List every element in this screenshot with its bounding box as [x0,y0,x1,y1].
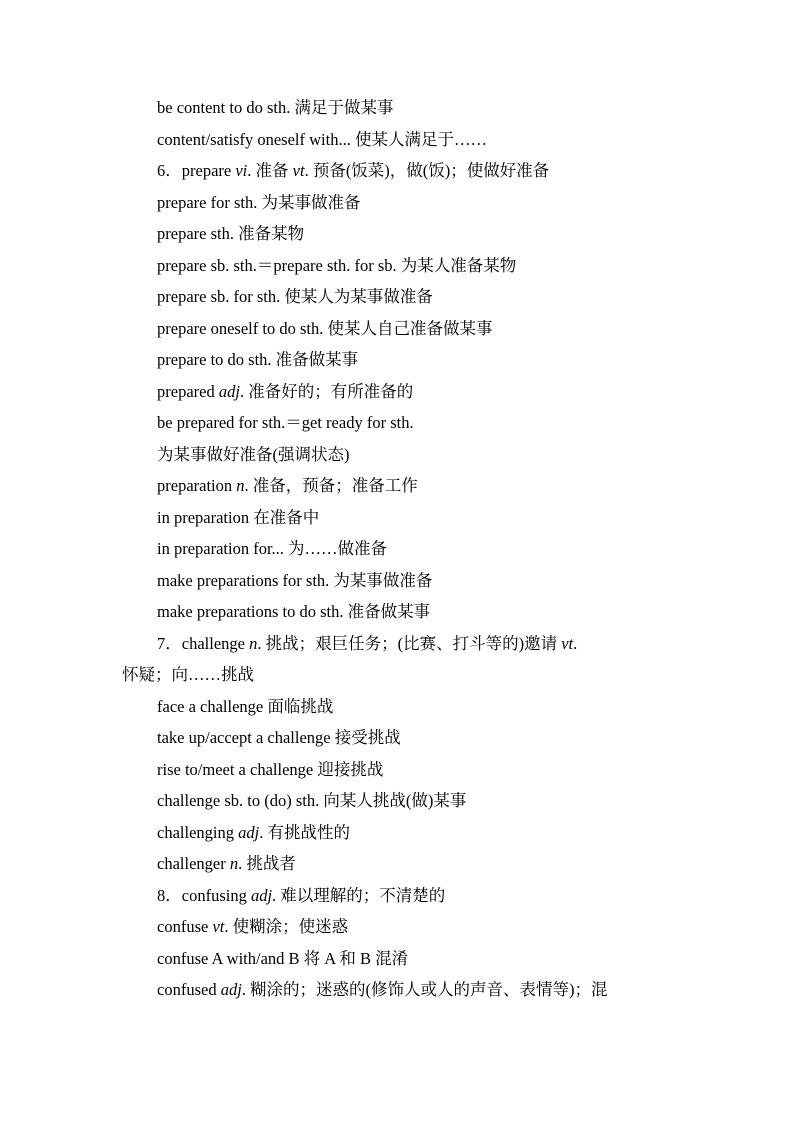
part-of-speech: vt [561,634,574,653]
text-line [157,539,387,559]
text-line [157,634,677,654]
text-line [157,697,333,717]
line-text: prepare sb. for sth. 使某人为某事做准备 [157,287,433,306]
line-text: . 预备(饭菜)，做(饭)；使做好准备 [304,161,550,180]
line-text: . 挑战者 [238,854,296,873]
line-text: confuse [157,917,213,936]
line-text: prepare sb. sth.＝prepare sth. for sb. 为某人准备某物 [157,256,517,275]
part-of-speech: vi [235,161,248,180]
text-line [157,445,350,465]
line-text: in preparation 在准备中 [157,508,320,527]
line-text: . 准备好的；有所准备的 [239,382,414,401]
line-text: be content to do sth. 满足于做某事 [157,98,394,117]
line-text: . 难以理解的；不清楚的 [272,886,446,905]
text-line [157,886,445,906]
text-line [157,917,348,937]
text-line [157,949,408,969]
line-text: 8．confusing [157,886,251,905]
part-of-speech: n [249,634,258,653]
line-text: preparation [157,476,237,495]
line-text: . 准备 [247,161,293,180]
line-text: in preparation for... 为……做准备 [157,539,388,558]
text-line [157,193,360,213]
line-text: prepare for sth. 为某事做准备 [157,193,361,212]
line-text: prepared [157,382,219,401]
part-of-speech: adj [220,980,242,999]
part-of-speech: adj [238,823,260,842]
text-line [157,476,418,496]
line-text: make preparations for sth. 为某事做准备 [157,571,433,590]
text-line [157,823,350,843]
text-line [157,413,414,433]
line-text: prepare oneself to do sth. 使某人自己准备做某事 [157,319,493,338]
line-text: 6．prepare [157,161,236,180]
text-line [157,224,304,244]
line-text: rise to/meet a challenge 迎接挑战 [157,760,384,779]
text-line [157,728,401,748]
text-line [157,760,383,780]
line-text: make preparations to do sth. 准备做某事 [157,602,431,621]
line-text: 7．challenge [157,634,250,653]
line-text: challenger [157,854,230,873]
text-line [157,602,430,622]
line-text: . 准备，预备；准备工作 [244,476,418,495]
text-line [157,980,608,1000]
line-text: be prepared for sth.＝get ready for sth. [157,413,414,432]
part-of-speech: vt [292,161,305,180]
text-line [157,382,413,402]
line-text: take up/accept a challenge 接受挑战 [157,728,401,747]
text-line [157,256,516,276]
line-text: prepare to do sth. 准备做某事 [157,350,359,369]
line-text: challenging [157,823,239,842]
line-text: prepare sth. 准备某物 [157,224,305,243]
text-line [122,665,254,685]
line-text: confused [157,980,221,999]
line-text: challenge sb. to (do) sth. 向某人挑战(做)某事 [157,791,467,810]
text-line [157,791,466,811]
text-line [157,508,319,528]
text-line [157,350,358,370]
part-of-speech: adj [218,382,240,401]
line-text: face a challenge 面临挑战 [157,697,334,716]
line-text: . 挑战；艰巨任务；(比赛、打斗等的)邀请 [257,634,562,653]
line-text: . 有挑战性的 [259,823,350,842]
part-of-speech: n [236,476,245,495]
text-line [157,130,487,150]
line-text: . [573,634,578,653]
line-text: . 糊涂的；迷惑的(修饰人或人的声音、表情等)；混 [241,980,608,999]
text-line [157,287,433,307]
text-line [157,854,296,874]
line-text: 怀疑；向……挑战 [122,665,254,684]
line-text: 为某事做好准备(强调状态) [157,445,350,464]
line-text: confuse A with/and B 将 A 和 B 混淆 [157,949,409,968]
line-text: content/satisfy oneself with... 使某人满足于…… [157,130,487,149]
text-line [157,98,393,118]
part-of-speech: adj [250,886,273,905]
part-of-speech: vt [212,917,225,936]
text-line [157,571,432,591]
text-line [157,319,492,339]
text-line [157,161,549,181]
line-text: . 使糊涂；使迷惑 [224,917,349,936]
part-of-speech: n [229,854,239,873]
